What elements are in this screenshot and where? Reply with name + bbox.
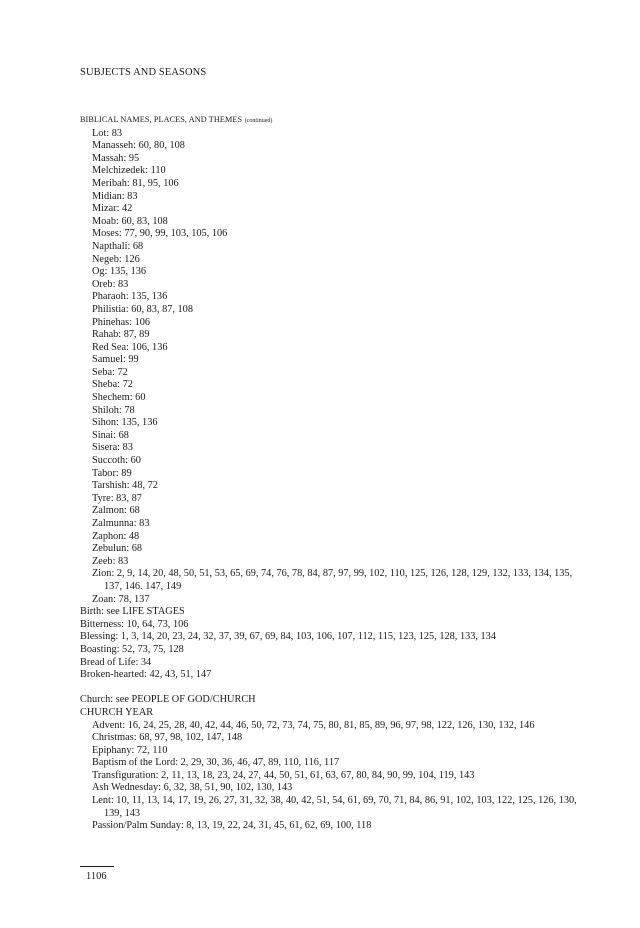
index-entry: Rahab: 87, 89: [92, 329, 150, 341]
index-entry: Bitterness: 10, 64, 73, 106: [80, 618, 189, 630]
index-entry: Shechem: 60: [92, 392, 146, 404]
section-heading-text: BIBLICAL NAMES, PLACES, AND THEMES: [80, 115, 243, 124]
footer-rule: [80, 866, 114, 867]
index-entry: Moses: 77, 90, 99, 103, 105, 106: [92, 228, 228, 240]
index-entry: Samuel: 99: [92, 354, 139, 366]
index-entry: Advent: 16, 24, 25, 28, 40, 42, 44, 46, 50, 72, 73, 74, 75, 80, 81, 85, 89, 96, 97, 98, 122, 126, 130, 132, 146: [92, 719, 535, 731]
index-entry: Red Sea: 106, 136: [92, 341, 168, 353]
running-head: SUBJECTS AND SEASONS: [80, 67, 207, 78]
index-entry: Negeb: 126: [92, 253, 140, 265]
index-entry: Zeeb: 83: [92, 555, 129, 567]
index-entry: Zalmon: 68: [92, 505, 140, 517]
index-entry: Bread of Life: 34: [80, 656, 152, 668]
index-entry: Epiphany: 72, 110: [92, 744, 168, 756]
index-entry: Mizar: 42: [92, 203, 133, 215]
index-entry: Zalmunna: 83: [92, 518, 150, 529]
index-entry: Lent: 10, 11, 13, 14, 17, 19, 26, 27, 31, 32, 38, 40, 42, 51, 54, 61, 69, 70, 71, 84, 86, 91, 102, 103, 122, 125, 126, 130, 139, 143: [92, 795, 577, 819]
index-entry: Baptism of the Lord: 2, 29, 30, 36, 46, 47, 89, 110, 116, 117: [92, 757, 340, 769]
index-entry: Oreb: 83: [92, 278, 129, 290]
index-entry: Philistia: 60, 83, 87, 108: [92, 303, 193, 315]
index-entry: Midian: 83: [92, 190, 138, 202]
index-entry: Moab: 60, 83, 108: [92, 215, 168, 227]
index-entry: Tabor: 89: [92, 467, 132, 479]
index-entry: Christmas: 68, 97, 98, 102, 147, 148: [92, 732, 243, 744]
index-entry: Broken-hearted: 42, 43, 51, 147: [80, 669, 212, 681]
index-entry: Phinehas: 106: [92, 316, 151, 328]
index-entry: Blessing: 1, 3, 14, 20, 23, 24, 32, 37, 39, 67, 69, 84, 103, 106, 107, 112, 115, 123, 125, 128, 133, 134: [80, 631, 496, 643]
index-entry: Passion/Palm Sunday: 8, 13, 19, 22, 24, 31, 45, 61, 62, 69, 100, 118: [92, 820, 372, 832]
index-entry: Shiloh: 78: [92, 404, 135, 416]
index-entry: Napthali: 68: [92, 240, 144, 252]
index-entry: Birth: see LIFE STAGES: [80, 606, 185, 618]
index-entry: Sihon: 135, 136: [92, 417, 158, 429]
biblical-entries-list: [80, 128, 580, 607]
index-entry: Zion: 2, 9, 14, 20, 48, 50, 51, 53, 65, 69, 74, 76, 78, 84, 87, 97, 99, 102, 110, 125, 126, 128, 129, 132, 133, 134, 135, 137, 146. 147, 149: [92, 568, 573, 592]
church-year-heading: CHURCH YEAR: [80, 706, 154, 718]
church-year-entries-list: [80, 720, 580, 833]
index-entry: Seba: 72: [92, 366, 128, 378]
section-heading: [80, 114, 580, 128]
index-entry: Zaphon: 48: [92, 530, 140, 542]
index-entry: Succoth: 60: [92, 455, 141, 467]
index-entry: Tyre: 83, 87: [92, 492, 142, 504]
index-entry: Lot: 83: [92, 127, 123, 139]
index-entry: Tarshish: 48, 72: [92, 480, 158, 492]
index-entry: Manasseh: 60, 80, 108: [92, 140, 185, 152]
church-entry: Church: see PEOPLE OF GOD/CHURCH: [80, 694, 256, 706]
index-entry: Boasting: 52, 73, 75, 128: [80, 643, 184, 655]
index-entry: Zoan: 78, 137: [92, 593, 150, 605]
top-entries-list: [80, 606, 580, 682]
index-entry: Ash Wednesday: 6, 32, 38, 51, 90, 102, 130, 143: [92, 782, 293, 794]
index-entry: Og: 135, 136: [92, 266, 147, 278]
index-entry: Pharaoh: 135, 136: [92, 291, 168, 303]
page-number: 1106: [86, 871, 107, 882]
index-column: [80, 114, 580, 833]
index-entry: Zebulun: 68: [92, 543, 143, 555]
index-entry: Transfiguration: 2, 11, 13, 18, 23, 24, 27, 44, 50, 51, 61, 63, 67, 80, 84, 90, 99, 104, 119, 143: [92, 769, 475, 781]
index-entry: Sinai: 68: [92, 429, 129, 441]
spacer: [80, 682, 580, 695]
index-entry: Melchizedek: 110: [92, 165, 166, 177]
index-entry: Sisera: 83: [92, 442, 133, 454]
index-entry: Meribah: 81, 95, 106: [92, 177, 179, 189]
section-heading-note: (continued): [244, 118, 273, 124]
index-entry: Sheba: 72: [92, 379, 133, 391]
index-entry: Massah: 95: [92, 152, 140, 164]
